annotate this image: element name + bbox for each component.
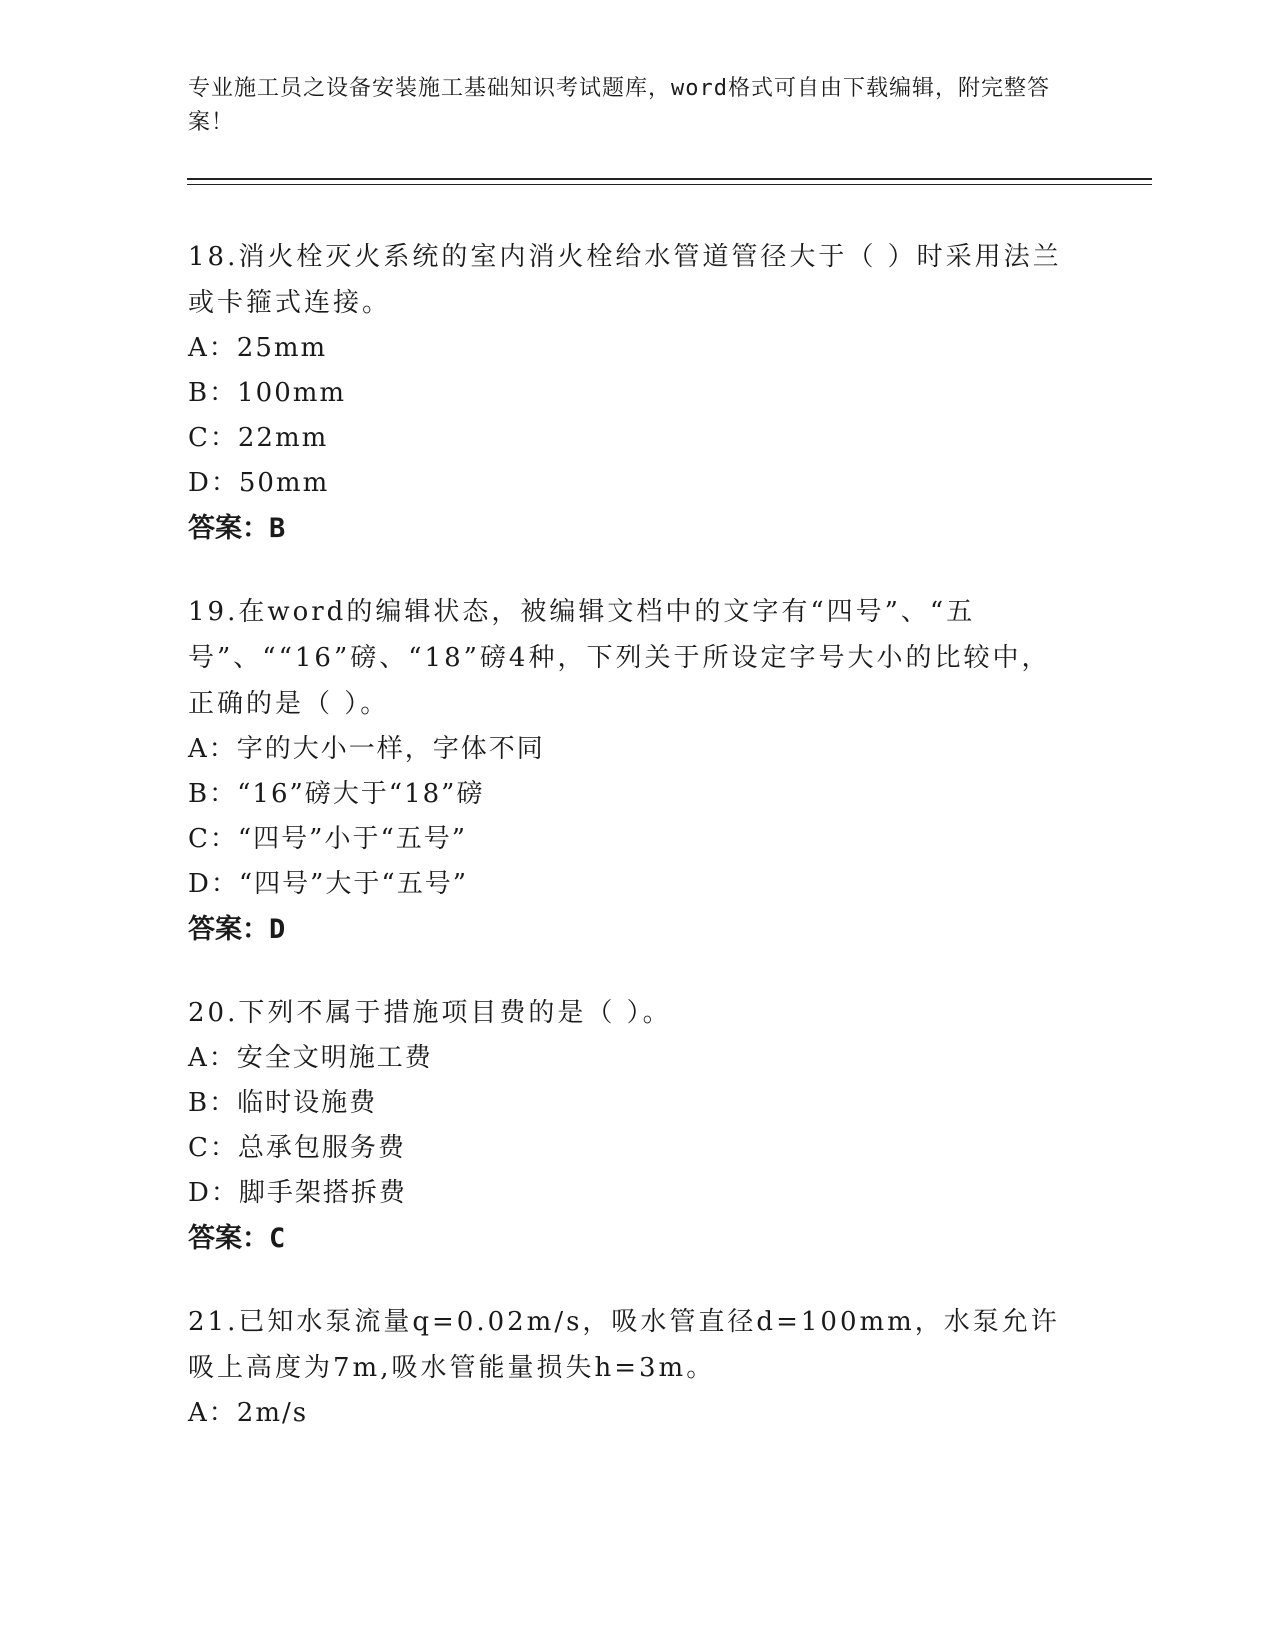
question-21 — [188, 1299, 1068, 1436]
option-d: D：脚手架搭拆费 — [188, 1178, 407, 1208]
header-rule-top — [187, 178, 1152, 180]
option-b: B：“16”磅大于“18”磅 — [188, 779, 485, 809]
option-a: A：安全文明施工费 — [188, 1043, 433, 1073]
question-19 — [188, 589, 1068, 953]
header-rule-bottom — [187, 184, 1152, 185]
document-header: 专业施工员之设备安装施工基础知识考试题库，word格式可自由下载编辑，附完整答案！ — [188, 76, 1050, 135]
option-c: C：总承包服务费 — [188, 1133, 406, 1163]
answer-line: 答案：B — [188, 513, 286, 544]
option-b: B：临时设施费 — [188, 1088, 378, 1118]
question-stem: 20.下列不属于措施项目费的是（ ）。 — [188, 998, 672, 1028]
question-stem: 19.在word的编辑状态，被编辑文档中的文字有“四号”、“五号”、““16”磅、“18”磅4种，下列关于所设定字号大小的比较中，正确的是（ ）。 — [188, 597, 1051, 719]
question-list — [188, 234, 1068, 1473]
question-stem: 21.已知水泵流量q=0.02m/s，吸水管直径d=100mm，水泵允许吸上高度为7m,吸水管能量损失h=3m。 — [188, 1307, 1060, 1383]
option-b: B：100mm — [188, 378, 347, 408]
option-d: D：50mm — [188, 468, 330, 498]
option-a: A：2m/s — [188, 1398, 309, 1428]
answer-line: 答案：D — [188, 914, 286, 945]
question-stem: 18.消火栓灭火系统的室内消火栓给水管道管径大于（ ）时采用法兰或卡箍式连接。 — [188, 242, 1062, 318]
question-20 — [188, 990, 1068, 1262]
answer-line: 答案：C — [188, 1223, 286, 1254]
option-a: A：字的大小一样，字体不同 — [188, 734, 545, 764]
question-18 — [188, 234, 1068, 552]
option-c: C：“四号”小于“五号” — [188, 824, 468, 854]
option-c: C：22mm — [188, 423, 329, 453]
option-a: A：25mm — [188, 333, 328, 363]
option-d: D：“四号”大于“五号” — [188, 869, 469, 899]
